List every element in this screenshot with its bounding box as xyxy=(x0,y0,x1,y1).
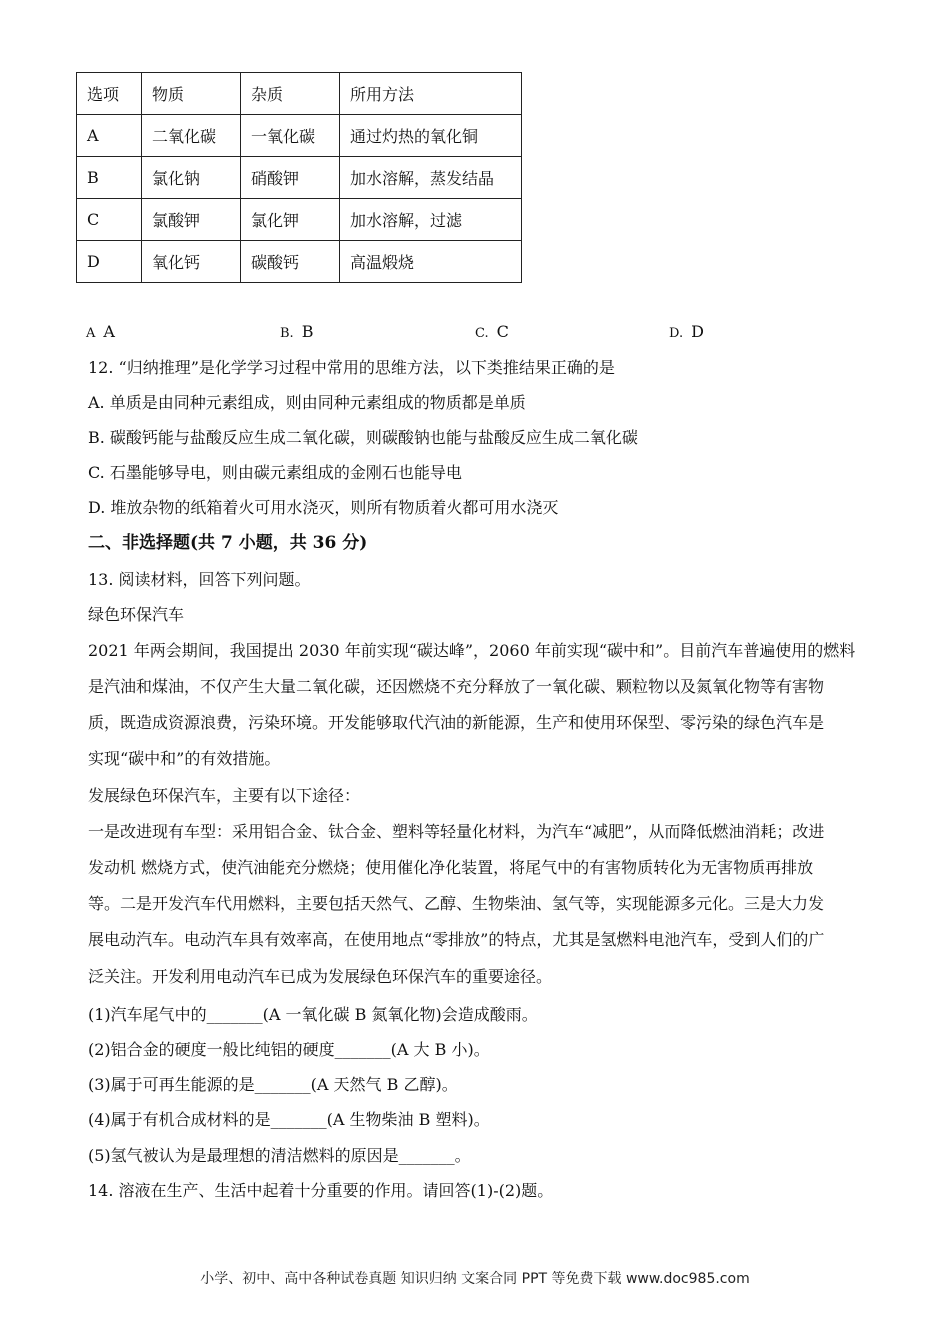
q12-option-b: B. 碳酸钙能与盐酸反应生成二氧化碳，则碳酸钠也能与盐酸反应生成二氧化碳 xyxy=(88,428,638,447)
choice-b xyxy=(280,322,313,341)
choice-letter: B. xyxy=(280,326,294,341)
paragraph-line: 一是改进现有车型：采用铝合金、钛合金、塑料等轻量化材料，为汽车“减肥”，从而降低燃油消耗；改进 xyxy=(88,822,825,841)
page-footer: 小学、初中、高中各种试卷真题 知识归纳 文案合同 PPT 等免费下载 www.doc985.com xyxy=(200,1271,750,1287)
table-cell: 氯化钾 xyxy=(241,199,340,241)
q13-sub-question: (2)铝合金的硬度一般比纯铝的硬度_______(A 大 B 小)。 xyxy=(88,1040,490,1059)
paragraph-line: 质，既造成资源浪费，污染环境。开发能够取代汽油的新能源，生产和使用环保型、零污染的绿色汽车是 xyxy=(88,713,825,732)
table-header-cell: 选项 xyxy=(77,73,142,115)
table-cell: 二氧化碳 xyxy=(142,115,241,157)
paragraph-line: 实现“碳中和”的有效措施。 xyxy=(88,749,281,768)
q13-sub-question: (4)属于有机合成材料的是_______(A 生物柴油 B 塑料)。 xyxy=(88,1110,490,1129)
table-cell: B xyxy=(77,157,142,199)
table-cell: 高温煅烧 xyxy=(340,241,522,283)
table-cell: A xyxy=(77,115,142,157)
choice-d xyxy=(669,322,704,341)
paragraph-line: 是汽油和煤油，不仅产生大量二氧化碳，还因燃烧不充分释放了一氧化碳、颗粒物以及氮氧化物等有害物 xyxy=(88,677,825,696)
q13-sub-question: (3)属于可再生能源的是_______(A 天然气 B 乙醇)。 xyxy=(88,1075,458,1094)
table-cell: D xyxy=(77,241,142,283)
choice-text: D xyxy=(691,322,704,341)
paragraph-line: 发展绿色环保汽车，主要有以下途径： xyxy=(88,786,361,805)
table-cell: 氧化钙 xyxy=(142,241,241,283)
table-cell: 氯化钠 xyxy=(142,157,241,199)
table-row xyxy=(77,115,522,157)
choice-letter: A xyxy=(86,326,96,341)
choice-text: B xyxy=(301,322,314,341)
table-cell: 加水溶解，过滤 xyxy=(340,199,522,241)
table-cell: 氯酸钾 xyxy=(142,199,241,241)
q13-stem: 13. 阅读材料，回答下列问题。 xyxy=(88,570,311,589)
q14-stem: 14. 溶液在生产、生活中起着十分重要的作用。请回答(1)-(2)题。 xyxy=(88,1181,554,1200)
table-header-row xyxy=(77,73,522,115)
table-cell: 硝酸钾 xyxy=(241,157,340,199)
paragraph-line: 等。二是开发汽车代用燃料，主要包括天然气、乙醇、生物柴油、氢气等，实现能源多元化。三是大力发 xyxy=(88,894,825,913)
paragraph-line: 2021 年两会期间，我国提出 2030 年前实现“碳达峰”，2060 年前实现“碳中和”。目前汽车普遍使用的燃料 xyxy=(88,641,856,660)
table-header-cell: 所用方法 xyxy=(340,73,522,115)
table-cell: C xyxy=(77,199,142,241)
table-header-cell: 物质 xyxy=(142,73,241,115)
choice-a xyxy=(86,322,115,341)
options-table xyxy=(76,72,522,283)
paragraph-line: 展电动汽车。电动汽车具有效率高，在使用地点“零排放”的特点，尤其是氢燃料电池汽车，受到人们的广 xyxy=(88,930,825,949)
choice-text: A xyxy=(103,322,115,341)
choice-c xyxy=(475,322,509,341)
q12-option-c: C. 石墨能够导电，则由碳元素组成的金刚石也能导电 xyxy=(88,463,462,482)
choice-letter: D. xyxy=(669,326,684,341)
q12-stem: 12. “归纳推理”是化学学习过程中常用的思维方法，以下类推结果正确的是 xyxy=(88,358,615,377)
table-cell: 一氧化碳 xyxy=(241,115,340,157)
table-row xyxy=(77,157,522,199)
paragraph-line: 泛关注。开发利用电动汽车已成为发展绿色环保汽车的重要途径。 xyxy=(88,967,553,986)
q13-sub-question: (5)氢气被认为是最理想的清洁燃料的原因是_______。 xyxy=(88,1146,471,1165)
table-header-cell: 杂质 xyxy=(241,73,340,115)
q11-choices xyxy=(86,322,886,344)
table-row xyxy=(77,241,522,283)
table-row xyxy=(77,199,522,241)
table-cell: 通过灼热的氧化铜 xyxy=(340,115,522,157)
table-cell: 加水溶解，蒸发结晶 xyxy=(340,157,522,199)
q12-option-a: A. 单质是由同种元素组成，则由同种元素组成的物质都是单质 xyxy=(88,393,526,412)
choice-text: C xyxy=(496,322,509,341)
q13-sub-question: (1)汽车尾气中的_______(A 一氧化碳 B 氮氧化物)会造成酸雨。 xyxy=(88,1005,538,1024)
article-title: 绿色环保汽车 xyxy=(88,605,185,624)
choice-letter: C. xyxy=(475,326,489,341)
q12-option-d: D. 堆放杂物的纸箱着火可用水浇灭，则所有物质着火都可用水浇灭 xyxy=(88,498,559,517)
section-heading: 二、非选择题(共 7 小题，共 36 分) xyxy=(88,533,368,553)
table-cell: 碳酸钙 xyxy=(241,241,340,283)
paragraph-line: 发动机 燃烧方式，使汽油能充分燃烧；使用催化净化装置，将尾气中的有害物质转化为无害物质再排放 xyxy=(88,858,814,877)
